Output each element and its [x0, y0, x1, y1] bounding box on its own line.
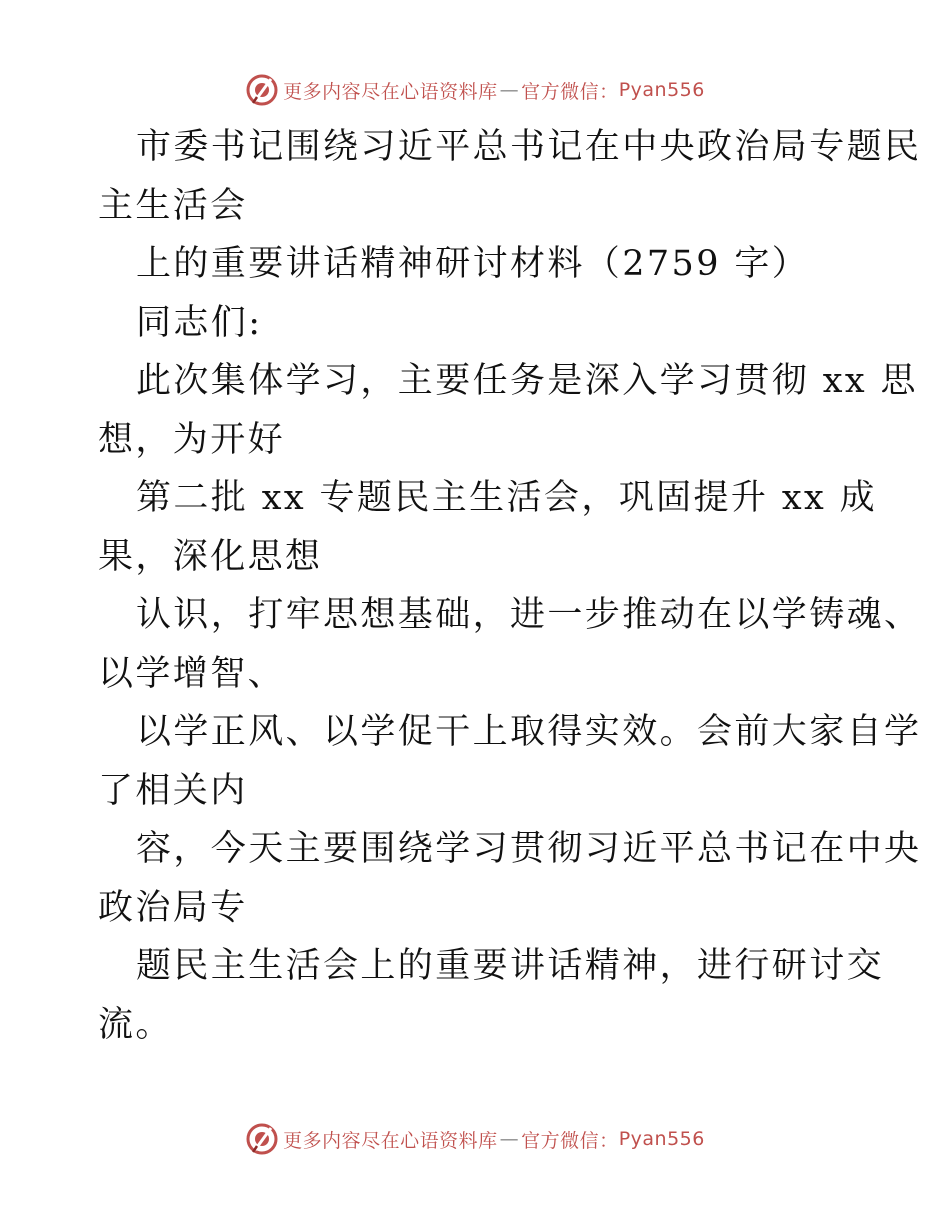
- text-line: 题民主生活会上的重要讲话精神，进行研讨交: [136, 946, 885, 986]
- watermark-header: [0, 70, 950, 110]
- text-line: 政治局专: [98, 887, 248, 928]
- text-line: 果，深化思想: [98, 536, 323, 577]
- text-line: 此次集体学习，主要任务是深入学习贯彻 xx 思: [136, 361, 918, 401]
- text-line: 市委书记围绕习近平总书记在中央政治局专题民: [136, 127, 922, 167]
- watermark-account: Pyan556: [618, 79, 705, 101]
- text-line: 了相关内: [98, 770, 248, 811]
- watermark-account: Pyan556: [618, 1128, 705, 1150]
- watermark-text: 更多内容尽在心语资料库: [283, 80, 498, 103]
- watermark-text: 更多内容尽在心语资料库: [283, 1129, 498, 1152]
- text-line: 上的重要讲话精神研讨材料（2759 字）: [136, 244, 810, 284]
- watermark-footer: [0, 1119, 950, 1159]
- text-line: 以学正风、以学促干上取得实效。会前大家自学: [136, 712, 922, 752]
- text-line: 第二批 xx 专题民主生活会，巩固提升 xx 成: [136, 478, 878, 518]
- watermark-label: 官方微信：: [521, 80, 619, 103]
- watermark-label: 官方微信：: [521, 1129, 619, 1152]
- text-line: 容，今天主要围绕学习贯彻习近平总书记在中央: [136, 829, 922, 869]
- text-line: 想，为开好: [98, 419, 286, 460]
- document-body: [98, 118, 922, 1054]
- text-line: 主生活会: [98, 185, 248, 226]
- text-line: 以学增智、: [98, 653, 286, 694]
- text-line: 同志们:: [136, 302, 263, 343]
- seal-icon: [245, 1122, 279, 1156]
- text-line: 流。: [98, 1004, 173, 1045]
- text-line: 认识，打牢思想基础，进一步推动在以学铸魂、: [136, 595, 922, 635]
- watermark-separator: —: [499, 79, 520, 101]
- seal-icon: [245, 73, 279, 107]
- watermark-separator: —: [499, 1128, 520, 1150]
